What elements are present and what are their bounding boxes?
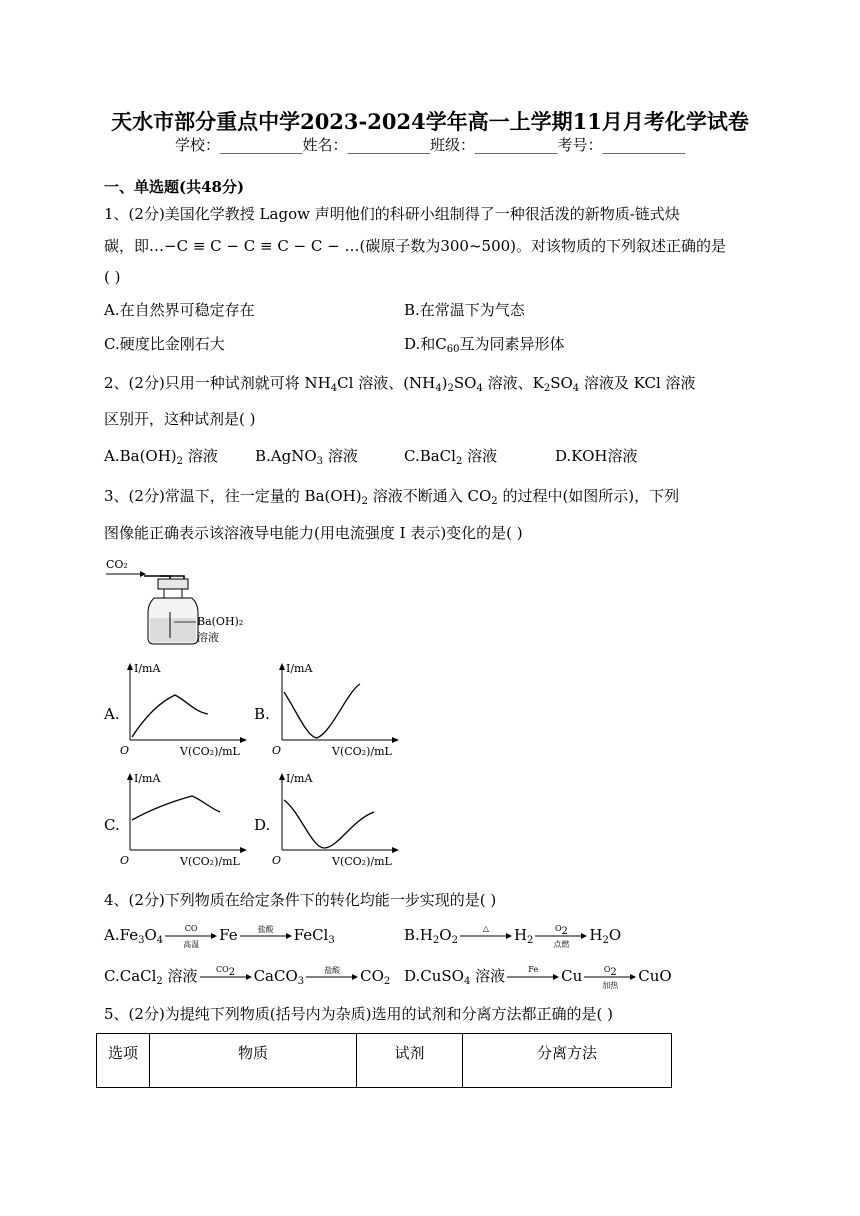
q1-line1: 1、(2分)美国化学教授 Lagow 声明他们的科研小组制得了一种很活泼的新物质-链式炔	[104, 205, 680, 223]
q2-line1: 2、(2分)只用一种试剂就可将 $NH_4Cl$ 溶液、$(NH_4)_2SO_4$ 溶液、$K_2SO_4$ 溶液及 KCl 溶液	[104, 374, 696, 394]
page-title: 天水市部分重点中学2023-2024学年高一上学期11月月考化学试卷	[111, 109, 749, 134]
q1-line2: 碳，即…−C ≡ C − C ≡ C − C − …(碳原子数为300~500)。对该物质的下列叙述正确的是	[104, 237, 727, 255]
table-header-option: 选项	[97, 1034, 150, 1088]
q2-option-b-text: 溶液	[327, 447, 358, 465]
graph-c	[120, 772, 255, 867]
gas-bottle-apparatus	[104, 552, 244, 652]
graph-b-ylabel: I/mA	[286, 662, 313, 675]
graph-a-xlabel: V(CO₂)/mL	[180, 745, 240, 757]
q3-line1: 3、(2分)常温下，往一定量的 $Ba(OH)_2$ 溶液不断通入 $CO_2$ 的过程中(如图所示)，下列	[104, 487, 680, 507]
q2-option-d: D.KOH溶液	[555, 447, 638, 465]
apparatus-label-solution: 溶液	[197, 631, 219, 644]
graph-a-ylabel: I/mA	[134, 662, 161, 675]
q1-option-d-symbol: C	[435, 335, 447, 353]
graph-c-origin: O	[120, 854, 130, 867]
apparatus-gas-label: CO₂	[106, 558, 128, 571]
q4-line: 4、(2分)下列物质在给定条件下的转化均能一步实现的是( )	[104, 891, 497, 909]
q1-option-a: A.在自然界可稳定存在	[104, 301, 255, 319]
section-heading: 一、单选题(共48分)	[104, 178, 245, 196]
graph-d	[272, 772, 407, 867]
q1-option-d-prefix: D.和	[404, 335, 436, 353]
graph-d-xlabel: V(CO₂)/mL	[332, 855, 392, 867]
table-header-substance: 物质	[150, 1034, 357, 1088]
q1-option-d-sub: 60	[446, 344, 460, 355]
q4-option-d: D.CuSO$_4$ 溶液 Fe Cu $O_2$ 加热 CuO	[404, 965, 672, 990]
q5-table	[96, 1033, 672, 1088]
graph-a-origin: O	[120, 744, 130, 757]
q1-option-d	[404, 333, 565, 354]
q2-option-a-text: 溶液	[187, 447, 218, 465]
q3-option-a-label: A.	[104, 705, 120, 723]
graph-d-origin: O	[272, 854, 282, 867]
table-header-method: 分离方法	[463, 1034, 672, 1088]
graph-b	[272, 662, 407, 757]
q1-option-d-suffix: 互为同素异形体	[459, 335, 565, 353]
q4-option-a: $A.Fe_3O_4$ CO 高温 Fe 盐酸 FeCl$_3$	[104, 924, 335, 949]
q3-option-c-label: C.	[104, 816, 120, 834]
q2-option-c: C.BaCl$_2$ 溶液	[404, 447, 498, 467]
q2-option-c-text: 溶液	[467, 447, 498, 465]
q1-option-c: C.硬度比金刚石大	[104, 335, 225, 353]
graph-c-xlabel: V(CO₂)/mL	[180, 855, 240, 867]
q5-line: 5、(2分)为提纯下列物质(括号内为杂质)选用的试剂和分离方法都正确的是( )	[104, 1005, 613, 1023]
q2-option-b: B.AgNO$_3$ 溶液	[255, 447, 358, 467]
graph-b-xlabel: V(CO₂)/mL	[332, 745, 392, 757]
q2-option-a: $A.Ba(OH)_2$ 溶液	[104, 447, 218, 467]
graph-b-origin: O	[272, 744, 282, 757]
q3-line2: 图像能正确表示该溶液导电能力(用电流强度 I 表示)变化的是( )	[104, 524, 523, 542]
q3-option-b-label: B.	[254, 705, 270, 723]
q1-option-b: B.在常温下为气态	[404, 301, 525, 319]
q1-line3: ( )	[104, 268, 121, 286]
table-header-row	[97, 1034, 672, 1088]
table-header-reagent: 试剂	[357, 1034, 463, 1088]
graph-c-ylabel: I/mA	[134, 772, 161, 785]
q2-line2: 区别开，这种试剂是( )	[104, 410, 256, 428]
q4-option-b: $B.H_2O_2$ △ $H_2$ $O_2$ 点燃 $H_2O$	[404, 924, 622, 949]
q4-option-c: C.CaCl$_2$ 溶液 $CO_2$ CaCO$_3$ 盐酸 $CO_2$	[104, 965, 391, 987]
graph-a	[120, 662, 255, 757]
apparatus-label-baoh2: Ba(OH)₂	[197, 615, 244, 628]
graph-d-ylabel: I/mA	[286, 772, 313, 785]
student-info-line: 学校：___________姓名：___________班级：___________考号：___________	[174, 136, 685, 154]
q3-option-d-label: D.	[254, 816, 271, 834]
